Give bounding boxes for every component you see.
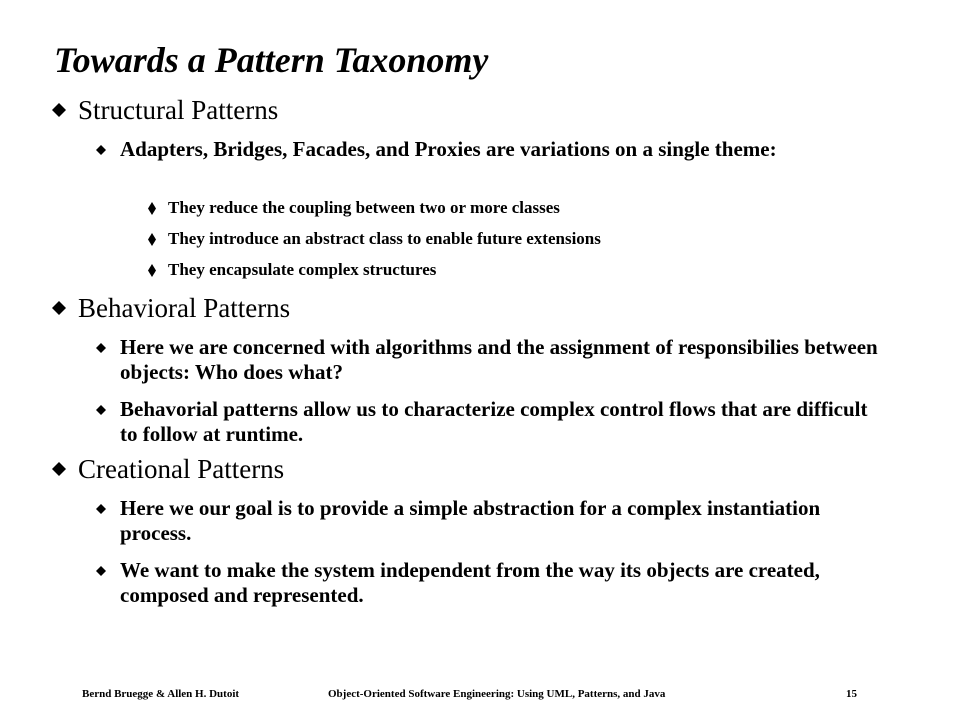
diamond-bullet-icon bbox=[96, 145, 106, 155]
footer-book-title: Object-Oriented Software Engineering: Using UML, Patterns, and Java bbox=[328, 688, 666, 700]
list-item-text: Adapters, Bridges, Facades, and Proxies are variations on a single theme: bbox=[120, 137, 777, 161]
list-item-text: We want to make the system independent from the way its objects are created, composed and represented. bbox=[120, 558, 820, 607]
section-heading-label: Structural Patterns bbox=[78, 95, 279, 125]
section-heading-behavioral bbox=[52, 292, 290, 324]
diamond-bullet-icon bbox=[52, 462, 66, 476]
diamond-bullet-icon bbox=[96, 405, 106, 415]
page-number: 15 bbox=[846, 688, 857, 700]
narrow-diamond-bullet-icon bbox=[148, 233, 156, 246]
section-heading-structural bbox=[52, 94, 278, 126]
section-heading-label: Creational Patterns bbox=[78, 454, 285, 484]
section-heading-label: Behavioral Patterns bbox=[78, 293, 291, 323]
sub-list-item-text: They introduce an abstract class to enable future extensions bbox=[168, 229, 601, 248]
diamond-bullet-icon bbox=[52, 103, 66, 117]
footer-authors: Bernd Bruegge & Allen H. Dutoit bbox=[82, 688, 240, 700]
list-item bbox=[96, 397, 886, 447]
list-item-text: Here we are concerned with algorithms and the assignment of responsibilies between objects: Who does what? bbox=[120, 335, 878, 384]
list-item bbox=[96, 558, 886, 608]
diamond-bullet-icon bbox=[96, 566, 106, 576]
sub-list-item-text: They encapsulate complex structures bbox=[168, 260, 437, 279]
narrow-diamond-bullet-icon bbox=[148, 202, 156, 215]
narrow-diamond-bullet-icon bbox=[148, 264, 156, 277]
list-item bbox=[96, 496, 886, 546]
section-heading-creational bbox=[52, 453, 284, 485]
slide-title: Towards a Pattern Taxonomy bbox=[54, 40, 489, 80]
sub-list-item bbox=[148, 197, 868, 219]
list-item bbox=[96, 137, 886, 162]
diamond-bullet-icon bbox=[96, 504, 106, 514]
sub-list-item bbox=[148, 259, 868, 281]
list-item bbox=[96, 335, 886, 385]
sub-list-item bbox=[148, 228, 868, 250]
diamond-bullet-icon bbox=[52, 301, 66, 315]
diamond-bullet-icon bbox=[96, 343, 106, 353]
list-item-text: Behavorial patterns allow us to characterize complex control flows that are difficult to follow at runtime. bbox=[120, 397, 868, 446]
list-item-text: Here we our goal is to provide a simple abstraction for a complex instantiation process. bbox=[120, 496, 821, 545]
sub-list-item-text: They reduce the coupling between two or more classes bbox=[168, 198, 560, 217]
